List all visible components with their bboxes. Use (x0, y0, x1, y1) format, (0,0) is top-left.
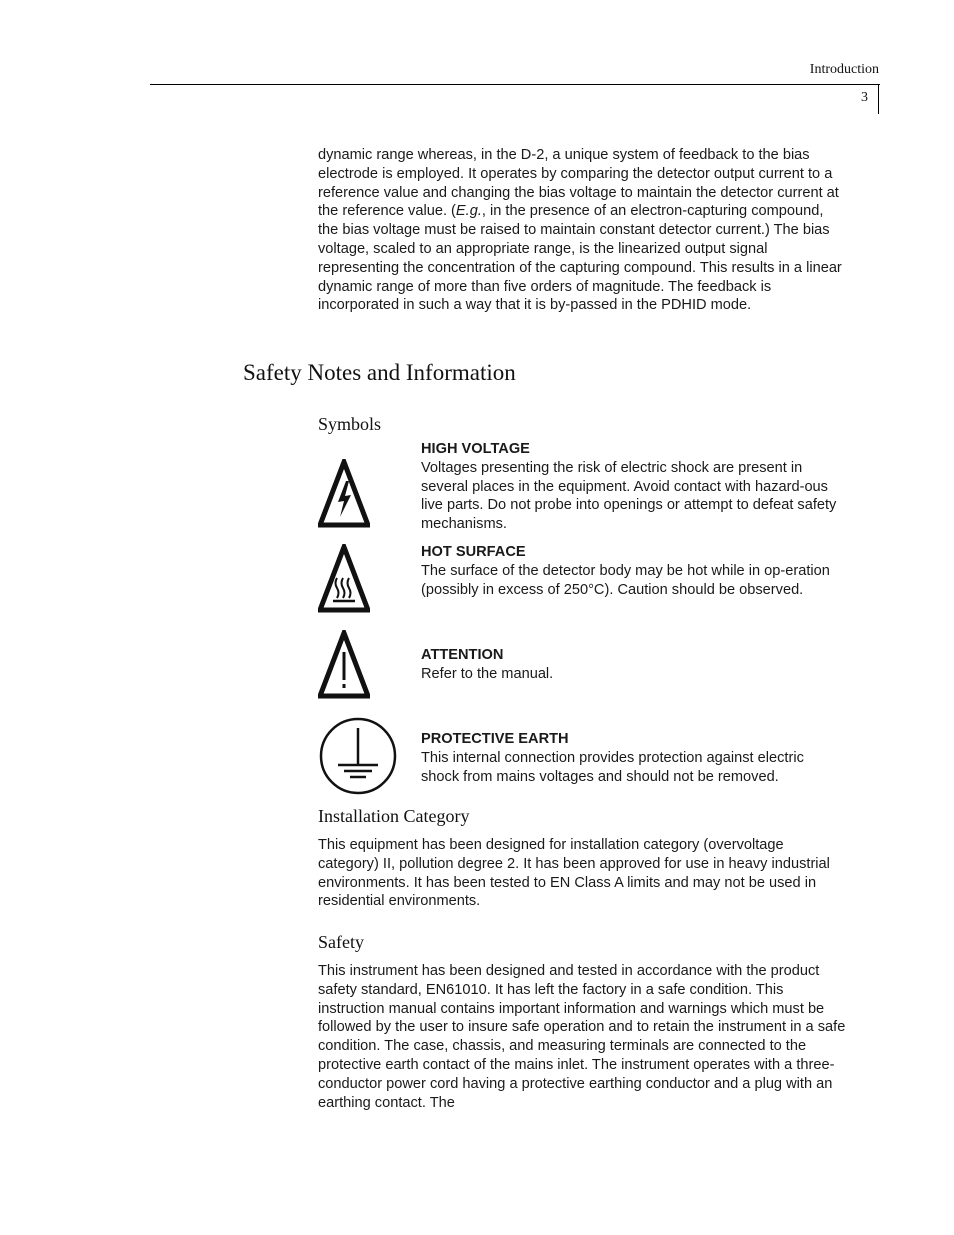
symbol-label-protective-earth: PROTECTIVE EARTH (421, 731, 569, 747)
intro-em-text: E.g. (455, 203, 482, 220)
hot-surface-icon (318, 544, 370, 614)
attention-icon (318, 630, 370, 700)
safety-heading: Safety (318, 932, 364, 952)
protective-earth-icon (318, 716, 398, 796)
page-number-tick (878, 84, 879, 114)
header-rule (150, 84, 880, 85)
intro-text-part-1: dynamic range whereas, in the D-2, a unique system of feedback to the bias electrode is employed. It operates by comparing the detector output current to a reference value and changing the bias voltage to maintain the detector current at the reference value. ( (318, 147, 839, 220)
symbol-label-attention: ATTENTION (421, 647, 504, 663)
symbol-text-protective-earth: This internal connection provides protection against electric shock from mains voltages and should not be removed. (421, 749, 804, 785)
symbol-item-hot-surface (421, 543, 841, 599)
symbol-label-hot-surface: HOT SURFACE (421, 544, 526, 560)
installation-paragraph: This equipment has been designed for installation category (overvoltage category) II, pollution degree 2. It has been approved for use in heavy industrial environments. It has been tested to EN Class A limits and may not be used in residential environments. (318, 837, 830, 910)
page-number: 3 (861, 90, 868, 105)
symbols-heading: Symbols (318, 414, 382, 434)
symbol-item-attention (421, 646, 841, 684)
safety-paragraph: This instrument has been designed and tested in accordance with the product safety standard, EN61010. It has left the factory in a safe condition. This instruction manual contains important information and warnings which must be followed by the user to insure safe operation and to retain the instrument in a safe condition. The case, chassis, and measuring terminals are connected to the protective earth contact of the mains inlet. The instrument operates with a three-conductor power cord having a protective earthing conductor and a plug with an earthing contact. The (318, 963, 846, 1111)
symbol-text-attention: Refer to the manual. (421, 665, 554, 682)
installation-heading: Installation Category (318, 806, 470, 826)
running-head: Introduction (809, 62, 879, 77)
intro-text-part-2: , in the presence of an electron-capturing compound, the bias voltage must be raised to maintain constant detector current.) The bias voltage, scaled to an appropriate range, is the linearized output signal representing the concentration of the capturing compound. This results in a linear dynamic range of more than five orders of magnitude. The feedback is incorporated in such a way that it is by-passed in the PDHID mode. (318, 203, 842, 314)
section-title: Safety Notes and Information (243, 360, 516, 385)
symbol-item-protective-earth (421, 730, 841, 786)
symbol-text-hot-surface: The surface of the detector body may be hot while in op-eration (possibly in excess of 250°C). Caution should be observed. (421, 562, 830, 598)
symbol-label-high-voltage: HIGH VOLTAGE (421, 441, 530, 457)
symbol-text-high-voltage: Voltages presenting the risk of electric shock are present in several places in the equipment. Avoid contact with hazard-ous live parts. Do not probe into openings or attempt to defeat safety mechanisms. (421, 459, 837, 533)
high-voltage-icon (318, 459, 370, 529)
symbol-item-high-voltage (421, 440, 841, 534)
intro-paragraph (318, 146, 846, 315)
